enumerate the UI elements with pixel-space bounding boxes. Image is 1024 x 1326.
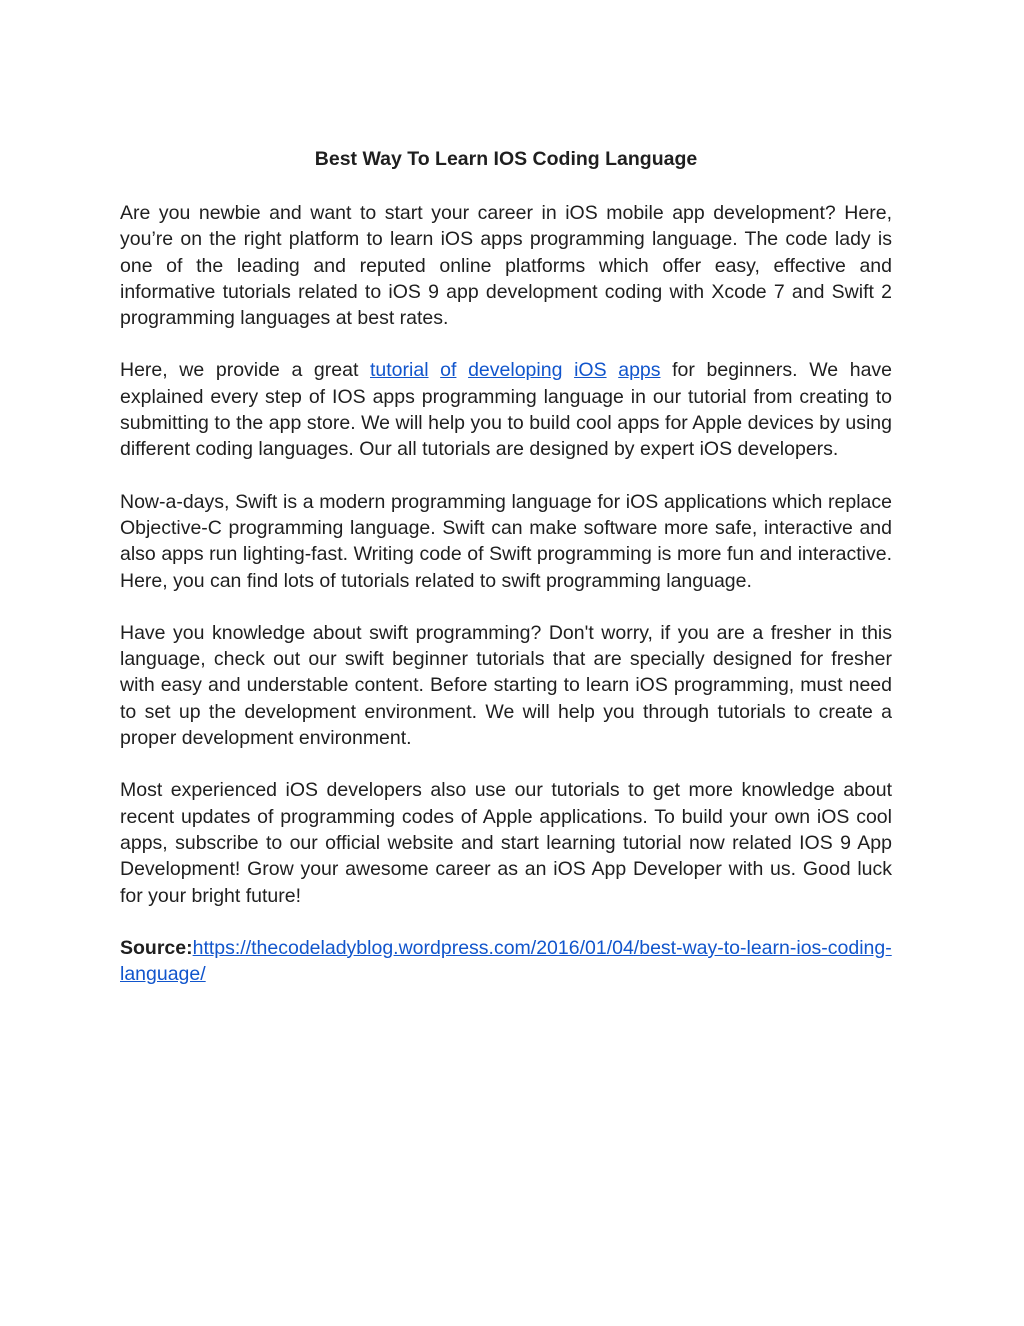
link-apps[interactable]: apps [618, 359, 661, 382]
paragraph-experienced: Most experienced iOS developers also use our tutorials to get more knowledge about recent updates of programming codes of Apple applications. To build your own iOS cool apps, subscribe to our official website and start learning tutorial now related IOS 9 App Development! Grow your awesome career as an iOS App Developer with us. Good luck for your bright future! [120, 779, 892, 907]
source-label: Source: [120, 936, 193, 959]
paragraph-tutorials-lead: Here, we provide a great [120, 359, 370, 382]
document-title: Best Way To Learn IOS Coding Language [314, 148, 698, 170]
paragraph-intro: Are you newbie and want to start your career in iOS mobile app development? Here, you’re on the right platform to learn iOS apps programming language. The code lady is one of the leading and reputed online platforms which offer easy, effective and informative tutorials related to iOS 9 app development coding with Xcode 7 and Swift 2 programming languages at best rates. [120, 202, 892, 330]
link-of[interactable]: of [440, 359, 457, 382]
link-ios[interactable]: iOS [574, 359, 607, 382]
link-tutorial[interactable]: tutorial [370, 359, 429, 382]
source-link[interactable]: https://thecodeladyblog.wordpress.com/2016/01/04/best-way-to-learn-ios-coding-language/ [120, 936, 892, 986]
paragraph-tutorials-rest: for beginners. We have explained every step of IOS apps programming language in our tutorial from creating to submitting to the app store. We will help you to build cool apps for Apple devices by using different coding languages. Our all tutorials are designed by expert iOS developers. [120, 359, 893, 461]
document-page [120, 146, 892, 987]
source-line [120, 935, 892, 988]
paragraph-beginners: Have you knowledge about swift programming? Don't worry, if you are a fresher in this language, check out our swift beginner tutorials that are specially designed for fresher with easy and understable content. Before starting to learn iOS programming, must need to set up the development environment. We will help you through tutorials to create a proper development environment. [120, 621, 892, 750]
link-developing[interactable]: developing [468, 359, 563, 382]
paragraph-swift: Now-a-days, Swift is a modern programming language for iOS applications which replace Objective-C programming language. Swift can make software more safe, interactive and also apps run lighting-fast. Writing code of Swift programming is more fun and interactive. Here, you can find lots of tutorials related to swift programming language. [120, 490, 892, 592]
paragraph-tutorials [120, 357, 892, 462]
